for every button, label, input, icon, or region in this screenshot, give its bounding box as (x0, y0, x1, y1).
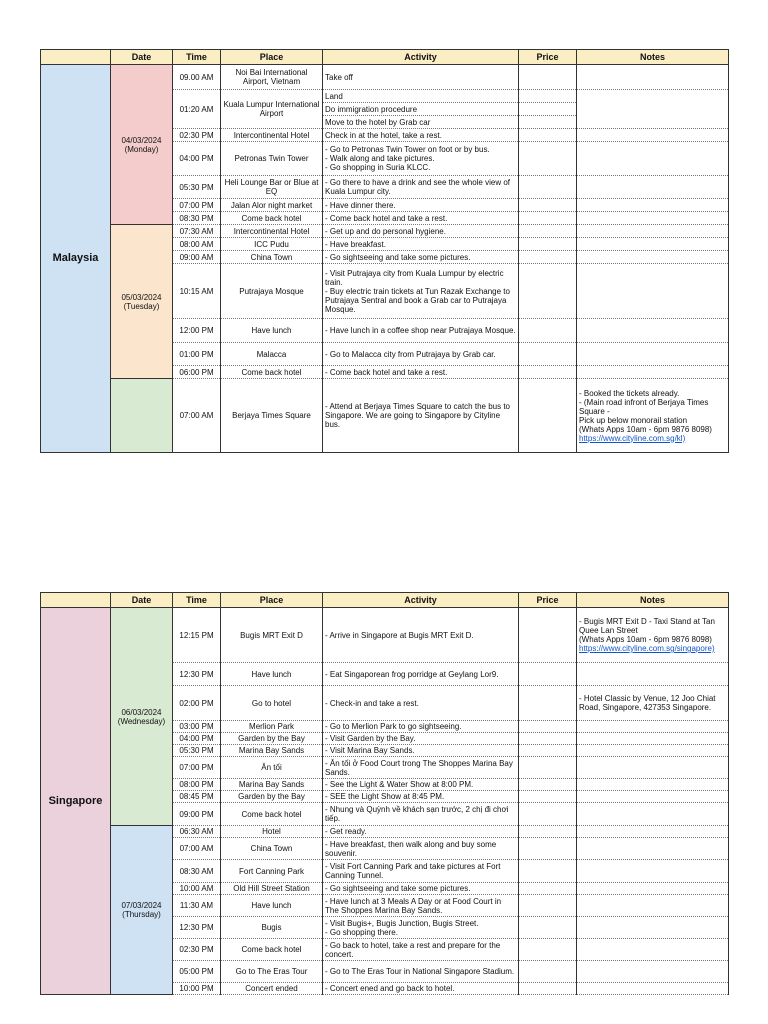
notes-cell (577, 779, 729, 791)
time-cell: 06:30 AM (173, 826, 221, 838)
cityline-kl-link[interactable]: https://www.cityline.com.sg/kl) (579, 433, 686, 443)
activity-cell: - Go to The Eras Tour in National Singapore Stadium. (323, 961, 519, 983)
notes-cell (577, 608, 729, 663)
place-cell: Ăn tối (221, 757, 323, 779)
time-cell: 01:00 PM (173, 343, 221, 366)
activity-cell: - Go back to hotel, take a rest and prepare for the concert. (323, 939, 519, 961)
place-cell: Marina Bay Sands (221, 745, 323, 757)
activity-cell: Do immigration procedure (323, 103, 519, 116)
place-cell: Have lunch (221, 319, 323, 343)
activity-cell: - Have breakfast, then walk along and buy some souvenir. (323, 838, 519, 860)
activity-cell: - Eat Singaporean frog porridge at Geylang Lor9. (323, 663, 519, 686)
price-cell (519, 608, 577, 663)
price-cell (519, 663, 577, 686)
notes-cell (577, 176, 729, 199)
time-cell: 04:00 PM (173, 142, 221, 176)
activity-cell: - Go to Petronas Twin Tower on foot or by bus. - Walk along and take pictures. - Go shopping in Suria KLCC. (323, 142, 519, 176)
price-cell (519, 860, 577, 883)
price-cell (519, 686, 577, 721)
time-cell: 08:00 PM (173, 779, 221, 791)
activity-cell: - See the Light & Water Show at 8:00 PM. (323, 779, 519, 791)
activity-cell: - Arrive in Singapore at Bugis MRT Exit D. (323, 608, 519, 663)
activity-cell: - Go sightseeing and take some pictures. (323, 883, 519, 895)
activity-cell: - Concert ened and go back to hotel. (323, 983, 519, 995)
notes-cell (577, 745, 729, 757)
activity-cell: Check in at the hotel, take a rest. (323, 129, 519, 142)
activity-cell: - Check-in and take a rest. (323, 686, 519, 721)
notes-cell (577, 663, 729, 686)
cityline-sg-link[interactable]: https://www.cityline.com.sg/singapore) (579, 644, 715, 653)
price-cell (519, 142, 577, 176)
place-cell: Bugis (221, 917, 323, 939)
activity-cell: - Ăn tối ở Food Court trong The Shoppes Marina Bay Sands. (323, 757, 519, 779)
time-cell: 05:30 PM (173, 176, 221, 199)
header-activity: Activity (323, 593, 519, 608)
activity-cell: - Nhung và Quỳnh về khách sạn trước, 2 chị đi chơi tiếp. (323, 803, 519, 826)
notes-cell (577, 983, 729, 995)
activity-cell: - Visit Garden by the Bay. (323, 733, 519, 745)
notes-cell (577, 129, 729, 142)
notes-cell (577, 917, 729, 939)
activity-cell: - Go there to have a drink and see the whole view of Kuala Lumpur city. (323, 176, 519, 199)
price-cell (519, 65, 577, 90)
date-cell: 06/03/2024 (Wednesday) (111, 608, 173, 826)
activity-cell: - Attend at Berjaya Times Square to catch the bus to Singapore. We are going to Singapore by Cityline bus. (323, 379, 519, 453)
price-cell (519, 791, 577, 803)
price-cell (519, 803, 577, 826)
header-place: Place (221, 50, 323, 65)
time-cell: 08:30 AM (173, 860, 221, 883)
time-cell: 07:30 AM (173, 225, 221, 238)
place-cell: Bugis MRT Exit D (221, 608, 323, 663)
price-cell (519, 961, 577, 983)
price-cell (519, 212, 577, 225)
time-cell: 07:00 AM (173, 838, 221, 860)
notes-cell (577, 939, 729, 961)
place-cell: Have lunch (221, 895, 323, 917)
time-cell: 02:30 PM (173, 939, 221, 961)
time-cell: 08:45 PM (173, 791, 221, 803)
price-cell (519, 826, 577, 838)
activity-cell: - Go to Merlion Park to go sightseeing. (323, 721, 519, 733)
place-cell: Have lunch (221, 663, 323, 686)
activity-cell: - Have breakfast. (323, 238, 519, 251)
time-cell: 03:00 PM (173, 721, 221, 733)
place-cell: Intercontinental Hotel (221, 225, 323, 238)
notes-cell (577, 826, 729, 838)
header-country (41, 593, 111, 608)
table-row (41, 225, 729, 238)
price-cell (519, 983, 577, 995)
notes-cell (577, 366, 729, 379)
place-cell: Garden by the Bay (221, 791, 323, 803)
notes-cell (577, 264, 729, 319)
notes-cell (577, 379, 729, 453)
place-cell: Merlion Park (221, 721, 323, 733)
time-cell: 10:00 AM (173, 883, 221, 895)
notes-cell (577, 142, 729, 176)
activity-cell: Land (323, 90, 519, 103)
activity-cell: - Have dinner there. (323, 199, 519, 212)
notes-cell (577, 199, 729, 212)
price-cell (519, 319, 577, 343)
header-price: Price (519, 50, 577, 65)
activity-cell: - Visit Putrajaya city from Kuala Lumpur by electric train. - Buy electric train tickets at Tun Razak Exchange to Putrajaya Sentral and book a Grab car to Putrajaya Mosque. (323, 264, 519, 319)
time-cell: 12:30 PM (173, 663, 221, 686)
notes-cell (577, 238, 729, 251)
notes-text: - Bugis MRT Exit D - Taxi Stand at Tan Quee Lan Street (Whats Apps 10am - 6pm 9876 8098) (579, 617, 715, 644)
header-place: Place (221, 593, 323, 608)
place-cell: China Town (221, 838, 323, 860)
notes-cell (577, 65, 729, 90)
price-cell (519, 251, 577, 264)
notes-cell (577, 721, 729, 733)
price-cell (519, 745, 577, 757)
place-cell: Old Hill Street Station (221, 883, 323, 895)
price-cell (519, 721, 577, 733)
notes-cell (577, 733, 729, 745)
country-cell: Singapore (41, 608, 111, 995)
table-row (41, 65, 729, 90)
price-cell (519, 90, 577, 103)
time-cell: 05:00 PM (173, 961, 221, 983)
activity-cell: - Go to Malacca city from Putrajaya by Grab car. (323, 343, 519, 366)
time-cell: 02:00 PM (173, 686, 221, 721)
activity-cell: - Visit Bugis+, Bugis Junction, Bugis Street. - Go shopping there. (323, 917, 519, 939)
activity-cell: - Come back hotel and take a rest. (323, 366, 519, 379)
date-cell (111, 379, 173, 453)
time-cell: 12:00 PM (173, 319, 221, 343)
place-cell: ICC Pudu (221, 238, 323, 251)
price-cell (519, 116, 577, 129)
notes-cell (577, 225, 729, 238)
activity-cell: Take off (323, 65, 519, 90)
notes-cell (577, 961, 729, 983)
activity-cell: - SEE the Light Show at 8:45 PM. (323, 791, 519, 803)
itinerary-table-singapore (40, 592, 729, 995)
header-row (41, 50, 729, 65)
place-cell: Malacca (221, 343, 323, 366)
place-cell: Marina Bay Sands (221, 779, 323, 791)
header-notes: Notes (577, 50, 729, 65)
price-cell (519, 883, 577, 895)
place-cell: Jalan Alor night market (221, 199, 323, 212)
notes-cell (577, 883, 729, 895)
notes-cell (577, 343, 729, 366)
activity-cell: - Get ready. (323, 826, 519, 838)
price-cell (519, 225, 577, 238)
table-row (41, 826, 729, 838)
notes-cell (577, 791, 729, 803)
activity-cell: - Visit Marina Bay Sands. (323, 745, 519, 757)
place-cell: Fort Canning Park (221, 860, 323, 883)
time-cell: 11:30 AM (173, 895, 221, 917)
place-cell: Concert ended (221, 983, 323, 995)
place-cell: Intercontinental Hotel (221, 129, 323, 142)
date-cell: 07/03/2024 (Thursday) (111, 826, 173, 995)
time-cell: 09:00 AM (173, 251, 221, 264)
price-cell (519, 264, 577, 319)
place-cell: Hotel (221, 826, 323, 838)
place-cell: Go to The Eras Tour (221, 961, 323, 983)
notes-cell (577, 838, 729, 860)
time-cell: 05:30 PM (173, 745, 221, 757)
time-cell: 12:30 PM (173, 917, 221, 939)
time-cell: 07:00 AM (173, 379, 221, 453)
header-country (41, 50, 111, 65)
time-cell: 07:00 PM (173, 199, 221, 212)
time-cell: 10:00 PM (173, 983, 221, 995)
header-price: Price (519, 593, 577, 608)
place-cell: Putrajaya Mosque (221, 264, 323, 319)
place-cell: Heli Lounge Bar or Blue at EQ (221, 176, 323, 199)
header-time: Time (173, 50, 221, 65)
time-cell: 04:00 PM (173, 733, 221, 745)
place-cell: China Town (221, 251, 323, 264)
price-cell (519, 838, 577, 860)
place-cell: Petronas Twin Tower (221, 142, 323, 176)
place-cell: Come back hotel (221, 803, 323, 826)
price-cell (519, 238, 577, 251)
price-cell (519, 757, 577, 779)
price-cell (519, 176, 577, 199)
notes-cell (577, 251, 729, 264)
time-cell: 09:00 PM (173, 803, 221, 826)
notes-cell (577, 319, 729, 343)
place-cell: Go to hotel (221, 686, 323, 721)
time-cell: 08:00 AM (173, 238, 221, 251)
time-cell: 02:30 PM (173, 129, 221, 142)
country-cell: Malaysia (41, 65, 111, 453)
place-cell: Come back hotel (221, 212, 323, 225)
activity-cell: - Go sightseeing and take some pictures. (323, 251, 519, 264)
time-cell: 10:15 AM (173, 264, 221, 319)
header-activity: Activity (323, 50, 519, 65)
place-cell: Garden by the Bay (221, 733, 323, 745)
date-cell: 04/03/2024 (Monday) (111, 65, 173, 225)
place-cell: Noi Bai International Airport, Vietnam (221, 65, 323, 90)
time-cell: 06:00 PM (173, 366, 221, 379)
header-time: Time (173, 593, 221, 608)
price-cell (519, 939, 577, 961)
price-cell (519, 895, 577, 917)
place-cell: Come back hotel (221, 939, 323, 961)
activity-cell: - Have lunch at 3 Meals A Day or at Food Court in The Shoppes Marina Bay Sands. (323, 895, 519, 917)
notes-text: - Booked the tickets already. - (Main road infront of Berjaya Times Square - Pick up below monorail station (Whats Apps 10am - 6pm 9876 8098) (579, 388, 712, 434)
price-cell (519, 103, 577, 116)
header-notes: Notes (577, 593, 729, 608)
place-cell: Berjaya Times Square (221, 379, 323, 453)
time-cell: 12:15 PM (173, 608, 221, 663)
itinerary-table-malaysia (40, 49, 729, 453)
date-cell: 05/03/2024 (Tuesday) (111, 225, 173, 379)
activity-cell: - Come back hotel and take a rest. (323, 212, 519, 225)
notes-cell: - Hotel Classic by Venue, 12 Joo Chiat Road, Singapore, 427353 Singapore. (577, 686, 729, 721)
notes-cell (577, 860, 729, 883)
header-date: Date (111, 50, 173, 65)
activity-cell: - Visit Fort Canning Park and take pictures at Fort Canning Tunnel. (323, 860, 519, 883)
activity-cell: Move to the hotel by Grab car (323, 116, 519, 129)
notes-cell (577, 895, 729, 917)
time-cell: 09.00 AM (173, 65, 221, 90)
table-row (41, 608, 729, 663)
time-cell: 08:30 PM (173, 212, 221, 225)
price-cell (519, 779, 577, 791)
price-cell (519, 343, 577, 366)
place-cell: Kuala Lumpur International Airport (221, 90, 323, 129)
notes-cell (577, 90, 729, 129)
header-row (41, 593, 729, 608)
price-cell (519, 917, 577, 939)
price-cell (519, 379, 577, 453)
price-cell (519, 129, 577, 142)
table-row (41, 379, 729, 453)
activity-cell: - Have lunch in a coffee shop near Putrajaya Mosque. (323, 319, 519, 343)
price-cell (519, 366, 577, 379)
time-cell: 07:00 PM (173, 757, 221, 779)
activity-cell: - Get up and do personal hygiene. (323, 225, 519, 238)
time-cell: 01:20 AM (173, 90, 221, 129)
price-cell (519, 733, 577, 745)
header-date: Date (111, 593, 173, 608)
price-cell (519, 199, 577, 212)
place-cell: Come back hotel (221, 366, 323, 379)
notes-cell (577, 757, 729, 779)
notes-cell (577, 803, 729, 826)
notes-cell (577, 212, 729, 225)
